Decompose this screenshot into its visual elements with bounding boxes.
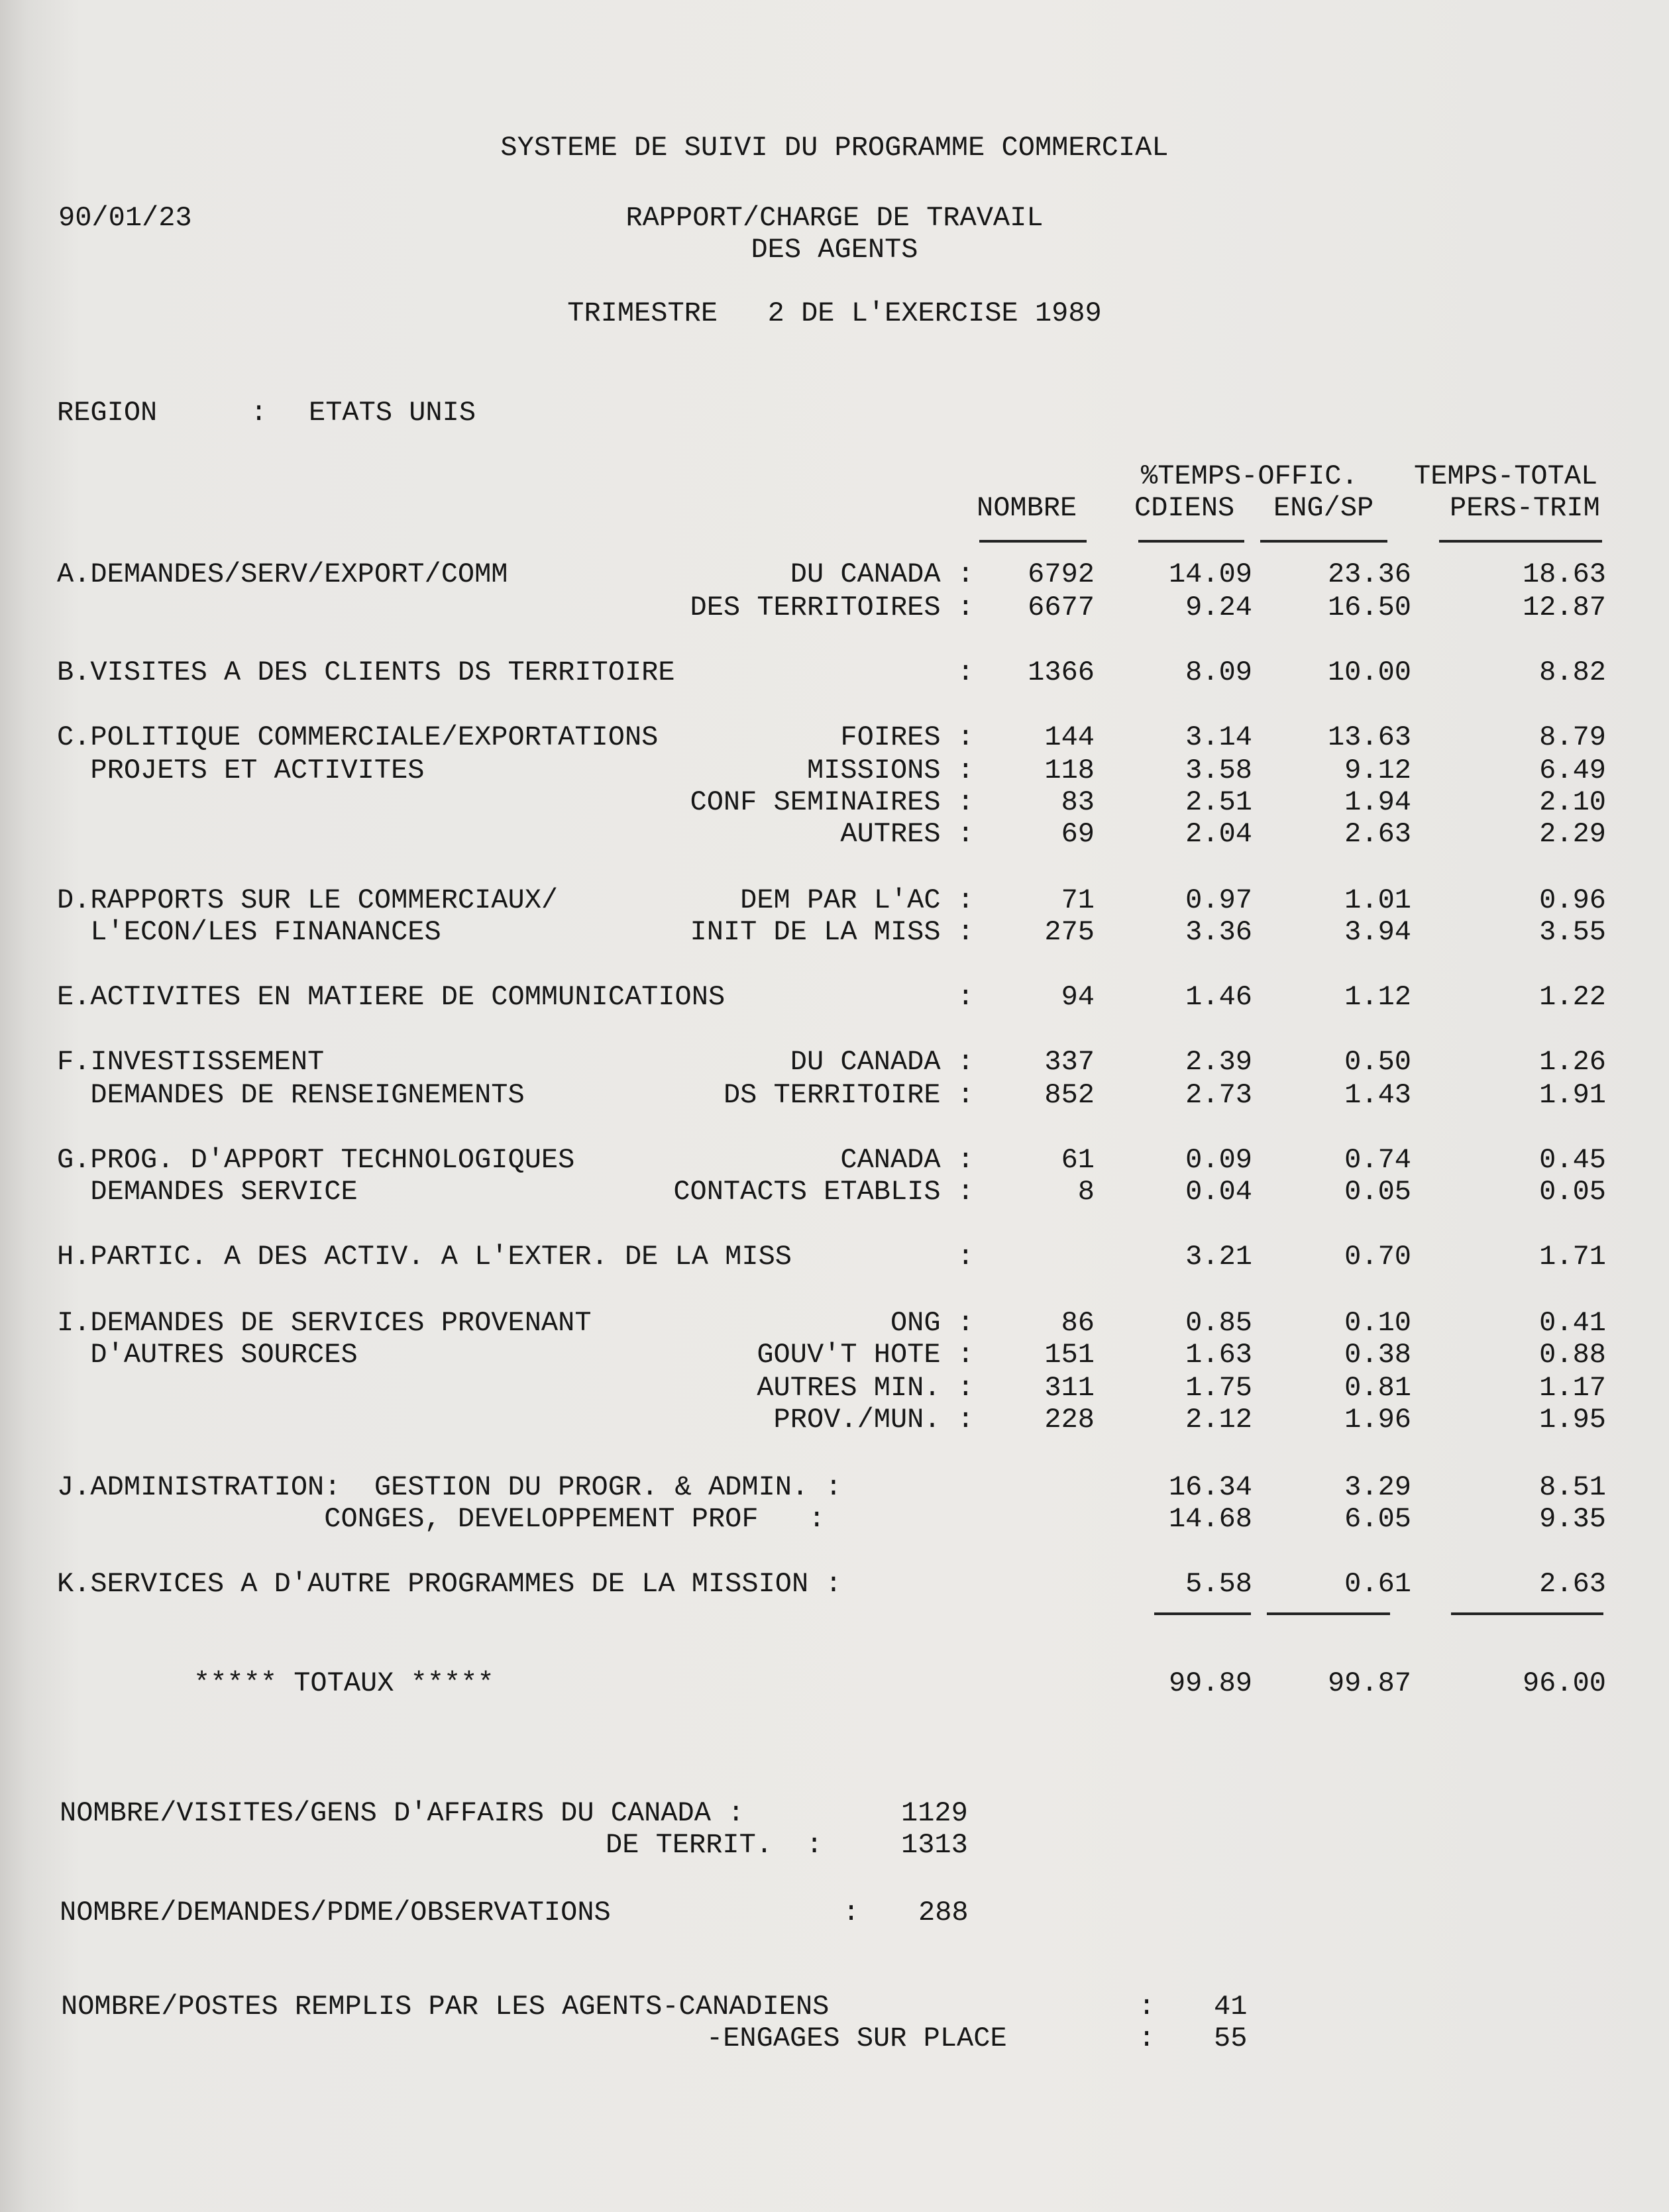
col-header-total: TEMPS-TOTAL bbox=[1414, 460, 1598, 492]
row-perstrim: 0.05 bbox=[1539, 1176, 1606, 1208]
row-subcategory: : bbox=[957, 981, 974, 1013]
row-category: DEMANDES SERVICE bbox=[57, 1176, 358, 1208]
row-nombre: 275 bbox=[1044, 916, 1095, 948]
footer-engages-sep: : bbox=[1138, 2023, 1156, 2054]
row-perstrim: 2.29 bbox=[1539, 818, 1606, 850]
row-engsp: 0.50 bbox=[1344, 1046, 1411, 1078]
row-subcategory: DU CANADA : bbox=[790, 558, 974, 590]
row-perstrim: 1.91 bbox=[1539, 1079, 1606, 1111]
footer-postes-sep: : bbox=[1138, 1991, 1156, 2023]
row-subcategory: CANADA : bbox=[840, 1144, 974, 1176]
row-category: F.INVESTISSEMENT bbox=[57, 1046, 325, 1078]
row-engsp: 0.70 bbox=[1344, 1241, 1411, 1273]
header-rule bbox=[979, 540, 1087, 543]
row-engsp: 3.94 bbox=[1344, 916, 1411, 948]
row-nombre: 144 bbox=[1044, 721, 1095, 753]
footer-visits-territ-value: 1313 bbox=[901, 1829, 968, 1861]
col-header-cdiens: CDIENS bbox=[1134, 492, 1235, 524]
totals-perstrim: 96.00 bbox=[1522, 1667, 1606, 1699]
row-subcategory: GOUV'T HOTE : bbox=[757, 1339, 974, 1371]
row-subcategory: : bbox=[957, 1241, 974, 1273]
row-engsp: 23.36 bbox=[1327, 558, 1411, 590]
report-title: SYSTEME DE SUIVI DU PROGRAMME COMMERCIAL bbox=[500, 132, 1169, 164]
row-category: L'ECON/LES FINANANCES bbox=[57, 916, 441, 948]
row-cdiens: 3.36 bbox=[1185, 916, 1252, 948]
row-engsp: 10.00 bbox=[1327, 657, 1411, 688]
footer-engages-label: -ENGAGES SUR PLACE bbox=[706, 2023, 1007, 2054]
row-cdiens: 0.97 bbox=[1185, 884, 1252, 916]
row-perstrim: 0.45 bbox=[1539, 1144, 1606, 1176]
row-engsp: 13.63 bbox=[1327, 721, 1411, 753]
col-header-engsp: ENG/SP bbox=[1273, 492, 1374, 524]
row-perstrim: 0.41 bbox=[1539, 1307, 1606, 1339]
row-cdiens: 2.04 bbox=[1185, 818, 1252, 850]
region-label: REGION bbox=[57, 397, 158, 429]
row-perstrim: 8.79 bbox=[1539, 721, 1606, 753]
row-nombre: 337 bbox=[1044, 1046, 1095, 1078]
row-subcategory: AUTRES : bbox=[840, 818, 974, 850]
row-engsp: 9.12 bbox=[1344, 755, 1411, 786]
row-category: A.DEMANDES/SERV/EXPORT/COMM bbox=[57, 558, 508, 590]
row-engsp: 0.74 bbox=[1344, 1144, 1411, 1176]
row-perstrim: 8.51 bbox=[1539, 1471, 1606, 1503]
row-subcategory: CONF SEMINAIRES : bbox=[690, 786, 974, 818]
row-nombre: 6677 bbox=[1028, 592, 1095, 623]
row-engsp: 6.05 bbox=[1344, 1503, 1411, 1535]
row-cdiens: 5.58 bbox=[1185, 1568, 1252, 1600]
row-perstrim: 1.17 bbox=[1539, 1372, 1606, 1404]
row-engsp: 1.12 bbox=[1344, 981, 1411, 1013]
row-cdiens: 14.68 bbox=[1168, 1503, 1252, 1535]
footer-visits-canada-label: NOMBRE/VISITES/GENS D'AFFAIRS DU CANADA : bbox=[60, 1797, 745, 1829]
row-cdiens: 3.58 bbox=[1185, 755, 1252, 786]
totals-rule bbox=[1154, 1612, 1251, 1615]
row-perstrim: 3.55 bbox=[1539, 916, 1606, 948]
row-cdiens: 2.39 bbox=[1185, 1046, 1252, 1078]
header-rule bbox=[1260, 540, 1387, 543]
row-nombre: 94 bbox=[1061, 981, 1095, 1013]
row-subcategory: DS TERRITOIRE : bbox=[723, 1079, 974, 1111]
row-perstrim: 2.63 bbox=[1539, 1568, 1606, 1600]
row-engsp: 0.38 bbox=[1344, 1339, 1411, 1371]
footer-visits-canada-value: 1129 bbox=[901, 1797, 968, 1829]
row-category: D.RAPPORTS SUR LE COMMERCIAUX/ bbox=[57, 884, 559, 916]
row-subcategory: INIT DE LA MISS : bbox=[690, 916, 974, 948]
header-rule bbox=[1439, 540, 1602, 543]
row-subcategory: FOIRES : bbox=[840, 721, 974, 753]
footer-pdme-label: NOMBRE/DEMANDES/PDME/OBSERVATIONS bbox=[60, 1897, 611, 1928]
row-engsp: 0.81 bbox=[1344, 1372, 1411, 1404]
row-cdiens: 0.04 bbox=[1185, 1176, 1252, 1208]
row-perstrim: 9.35 bbox=[1539, 1503, 1606, 1535]
col-header-nombre: NOMBRE bbox=[977, 492, 1077, 524]
row-cdiens: 1.63 bbox=[1185, 1339, 1252, 1371]
row-nombre: 6792 bbox=[1028, 558, 1095, 590]
row-nombre: 1366 bbox=[1028, 657, 1095, 688]
row-nombre: 852 bbox=[1044, 1079, 1095, 1111]
row-nombre: 151 bbox=[1044, 1339, 1095, 1371]
report-period: TRIMESTRE 2 DE L'EXERCISE 1989 bbox=[567, 297, 1102, 329]
row-category: E.ACTIVITES EN MATIERE DE COMMUNICATIONS bbox=[57, 981, 726, 1013]
row-cdiens: 2.73 bbox=[1185, 1079, 1252, 1111]
totals-rule bbox=[1451, 1612, 1603, 1615]
row-category: PROJETS ET ACTIVITES bbox=[57, 755, 425, 786]
row-subcategory: AUTRES MIN. : bbox=[757, 1372, 974, 1404]
report-subtitle-1: RAPPORT/CHARGE DE TRAVAIL bbox=[625, 202, 1044, 234]
row-cdiens: 3.14 bbox=[1185, 721, 1252, 753]
totals-engsp: 99.87 bbox=[1327, 1667, 1411, 1699]
row-category: H.PARTIC. A DES ACTIV. A L'EXTER. DE LA MISS bbox=[57, 1241, 792, 1273]
row-perstrim: 8.82 bbox=[1539, 657, 1606, 688]
row-cdiens: 1.46 bbox=[1185, 981, 1252, 1013]
report-date: 90/01/23 bbox=[58, 202, 192, 234]
region-value: ETATS UNIS bbox=[309, 397, 476, 429]
row-category: B.VISITES A DES CLIENTS DS TERRITOIRE bbox=[57, 657, 675, 688]
row-category: G.PROG. D'APPORT TECHNOLOGIQUES bbox=[57, 1144, 575, 1176]
row-engsp: 3.29 bbox=[1344, 1471, 1411, 1503]
row-cdiens: 14.09 bbox=[1168, 558, 1252, 590]
row-subcategory: CONTACTS ETABLIS : bbox=[673, 1176, 974, 1208]
row-category: J.ADMINISTRATION: GESTION DU PROGR. & ADMIN. : bbox=[57, 1471, 842, 1503]
header-rule bbox=[1138, 540, 1244, 543]
row-nombre: 61 bbox=[1061, 1144, 1095, 1176]
row-nombre: 228 bbox=[1044, 1404, 1095, 1436]
footer-visits-territ-label: DE TERRIT. : bbox=[606, 1829, 823, 1861]
row-perstrim: 0.88 bbox=[1539, 1339, 1606, 1371]
region-sep: : bbox=[250, 397, 268, 429]
row-nombre: 71 bbox=[1061, 884, 1095, 916]
row-nombre: 118 bbox=[1044, 755, 1095, 786]
row-nombre: 83 bbox=[1061, 786, 1095, 818]
row-category: DEMANDES DE RENSEIGNEMENTS bbox=[57, 1079, 525, 1111]
row-subcategory: DU CANADA : bbox=[790, 1046, 974, 1078]
row-nombre: 69 bbox=[1061, 818, 1095, 850]
row-cdiens: 0.09 bbox=[1185, 1144, 1252, 1176]
row-subcategory: PROV./MUN. : bbox=[773, 1404, 974, 1436]
row-cdiens: 8.09 bbox=[1185, 657, 1252, 688]
row-cdiens: 16.34 bbox=[1168, 1471, 1252, 1503]
row-cdiens: 0.85 bbox=[1185, 1307, 1252, 1339]
row-perstrim: 12.87 bbox=[1522, 592, 1606, 623]
footer-postes-value: 41 bbox=[1214, 1991, 1248, 2023]
row-engsp: 16.50 bbox=[1327, 592, 1411, 623]
row-category: C.POLITIQUE COMMERCIALE/EXPORTATIONS bbox=[57, 721, 659, 753]
row-cdiens: 2.51 bbox=[1185, 786, 1252, 818]
row-perstrim: 0.96 bbox=[1539, 884, 1606, 916]
row-cdiens: 1.75 bbox=[1185, 1372, 1252, 1404]
row-engsp: 1.96 bbox=[1344, 1404, 1411, 1436]
totals-cdiens: 99.89 bbox=[1168, 1667, 1252, 1699]
row-engsp: 1.01 bbox=[1344, 884, 1411, 916]
row-nombre: 311 bbox=[1044, 1372, 1095, 1404]
footer-engages-value: 55 bbox=[1214, 2023, 1248, 2054]
row-perstrim: 1.95 bbox=[1539, 1404, 1606, 1436]
row-nombre: 86 bbox=[1061, 1307, 1095, 1339]
footer-pdme-sep: : bbox=[843, 1897, 860, 1928]
row-subcategory: ONG : bbox=[890, 1307, 974, 1339]
row-cdiens: 2.12 bbox=[1185, 1404, 1252, 1436]
row-engsp: 1.94 bbox=[1344, 786, 1411, 818]
row-engsp: 0.61 bbox=[1344, 1568, 1411, 1600]
row-subcategory: DEM PAR L'AC : bbox=[740, 884, 974, 916]
totals-label: ***** TOTAUX ***** bbox=[193, 1667, 494, 1699]
row-engsp: 2.63 bbox=[1344, 818, 1411, 850]
row-subcategory: MISSIONS : bbox=[806, 755, 974, 786]
col-header-perstrim: PERS-TRIM bbox=[1450, 492, 1600, 524]
row-category: K.SERVICES A D'AUTRE PROGRAMMES DE LA MISSION : bbox=[57, 1568, 842, 1600]
row-engsp: 0.05 bbox=[1344, 1176, 1411, 1208]
row-perstrim: 6.49 bbox=[1539, 755, 1606, 786]
row-perstrim: 18.63 bbox=[1522, 558, 1606, 590]
row-category: CONGES, DEVELOPPEMENT PROF : bbox=[57, 1503, 826, 1535]
row-perstrim: 2.10 bbox=[1539, 786, 1606, 818]
row-category: I.DEMANDES DE SERVICES PROVENANT bbox=[57, 1307, 592, 1339]
row-engsp: 1.43 bbox=[1344, 1079, 1411, 1111]
row-perstrim: 1.22 bbox=[1539, 981, 1606, 1013]
row-cdiens: 9.24 bbox=[1185, 592, 1252, 623]
row-engsp: 0.10 bbox=[1344, 1307, 1411, 1339]
row-subcategory: : bbox=[957, 657, 974, 688]
col-header-pct: %TEMPS-OFFIC. bbox=[1141, 460, 1358, 492]
row-perstrim: 1.71 bbox=[1539, 1241, 1606, 1273]
row-subcategory: DES TERRITOIRES : bbox=[690, 592, 974, 623]
footer-pdme-value: 288 bbox=[918, 1897, 969, 1928]
row-category: D'AUTRES SOURCES bbox=[57, 1339, 358, 1371]
row-perstrim: 1.26 bbox=[1539, 1046, 1606, 1078]
report-subtitle-2: DES AGENTS bbox=[751, 234, 918, 266]
row-cdiens: 3.21 bbox=[1185, 1241, 1252, 1273]
totals-rule bbox=[1267, 1612, 1390, 1615]
footer-postes-label: NOMBRE/POSTES REMPLIS PAR LES AGENTS-CANADIENS bbox=[61, 1991, 830, 2023]
row-nombre: 8 bbox=[1077, 1176, 1095, 1208]
